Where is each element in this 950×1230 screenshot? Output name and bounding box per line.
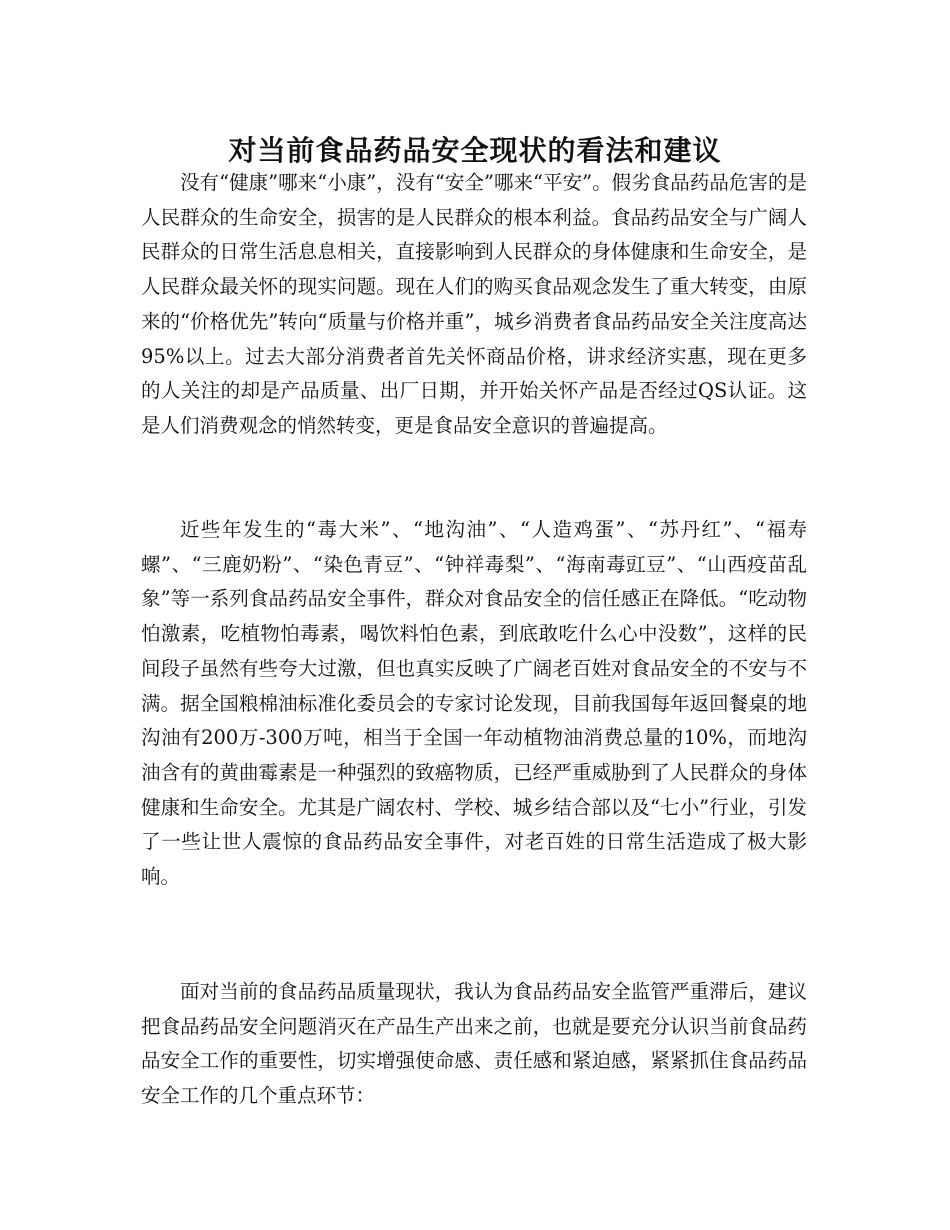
document-title: 对当前食品药品安全现状的看法和建议 — [228, 133, 722, 167]
body-paragraph-2: 近些年发生的“毒大米”、“地沟油”、“人造鸡蛋”、“苏丹红”、“福寿螺”、“三鹿奶粉”、“染色青豆”、“钟祥毒梨”、“海南毒豇豆”、“山西疫苗乱象”等一系列食品药品安全事件，群众对食品安全的信任感正在降低。“吃动物怕激素，吃植物怕毒素，喝饮料怕色素，到底敢吃什么心中没数”，这样的民间段子虽然有些夸大过激，但也真实反映了广阔老百姓对食品安全的不安与不满。据全国粮棉油标准化委员会的专家讨论发现，目前我国每年返回餐桌的地沟油有200万-300万吨，相当于全国一年动植物油消费总量的10%，而地沟油含有的黄曲霉素是一种强烈的致癌物质，已经严重威胁到了人民群众的身体健康和生命安全。尤其是广阔农村、学校、城乡结合部以及“七小”行业，引发了一些让世人震惊的食品药品安全事件，对老百姓的日常生活造成了极大影响。 — [141, 518, 807, 889]
body-paragraph-1: 没有“健康”哪来“小康”，没有“安全”哪来“平安”。假劣食品药品危害的是人民群众的生命安全，损害的是人民群众的根本利益。食品药品安全与广阔人民群众的日常生活息息相关，直接影响到人民群众的身体健康和生命安全，是人民群众最关怀的现实问题。现在人们的购买食品观念发生了重大转变，由原来的“价格优先”转向“质量与价格并重”，城乡消费者食品药品安全关注度高达95%以上。过去大部分消费者首先关怀商品价格，讲求经济实惠，现在更多的人关注的却是产品质量、出厂日期，并开始关怀产品是否经过QS认证。这是人们消费观念的悄然转变，更是食品安全意识的普遍提高。 — [141, 171, 807, 437]
body-paragraph-3: 面对当前的食品药品质量现状，我认为食品药品安全监管严重滞后，建议把食品药品安全问题消灭在产品生产出来之前，也就是要充分认识当前食品药品安全工作的重要性，切实增强使命感、责任感和紧迫感，紧紧抓住食品药品安全工作的几个重点环节： — [141, 980, 807, 1108]
